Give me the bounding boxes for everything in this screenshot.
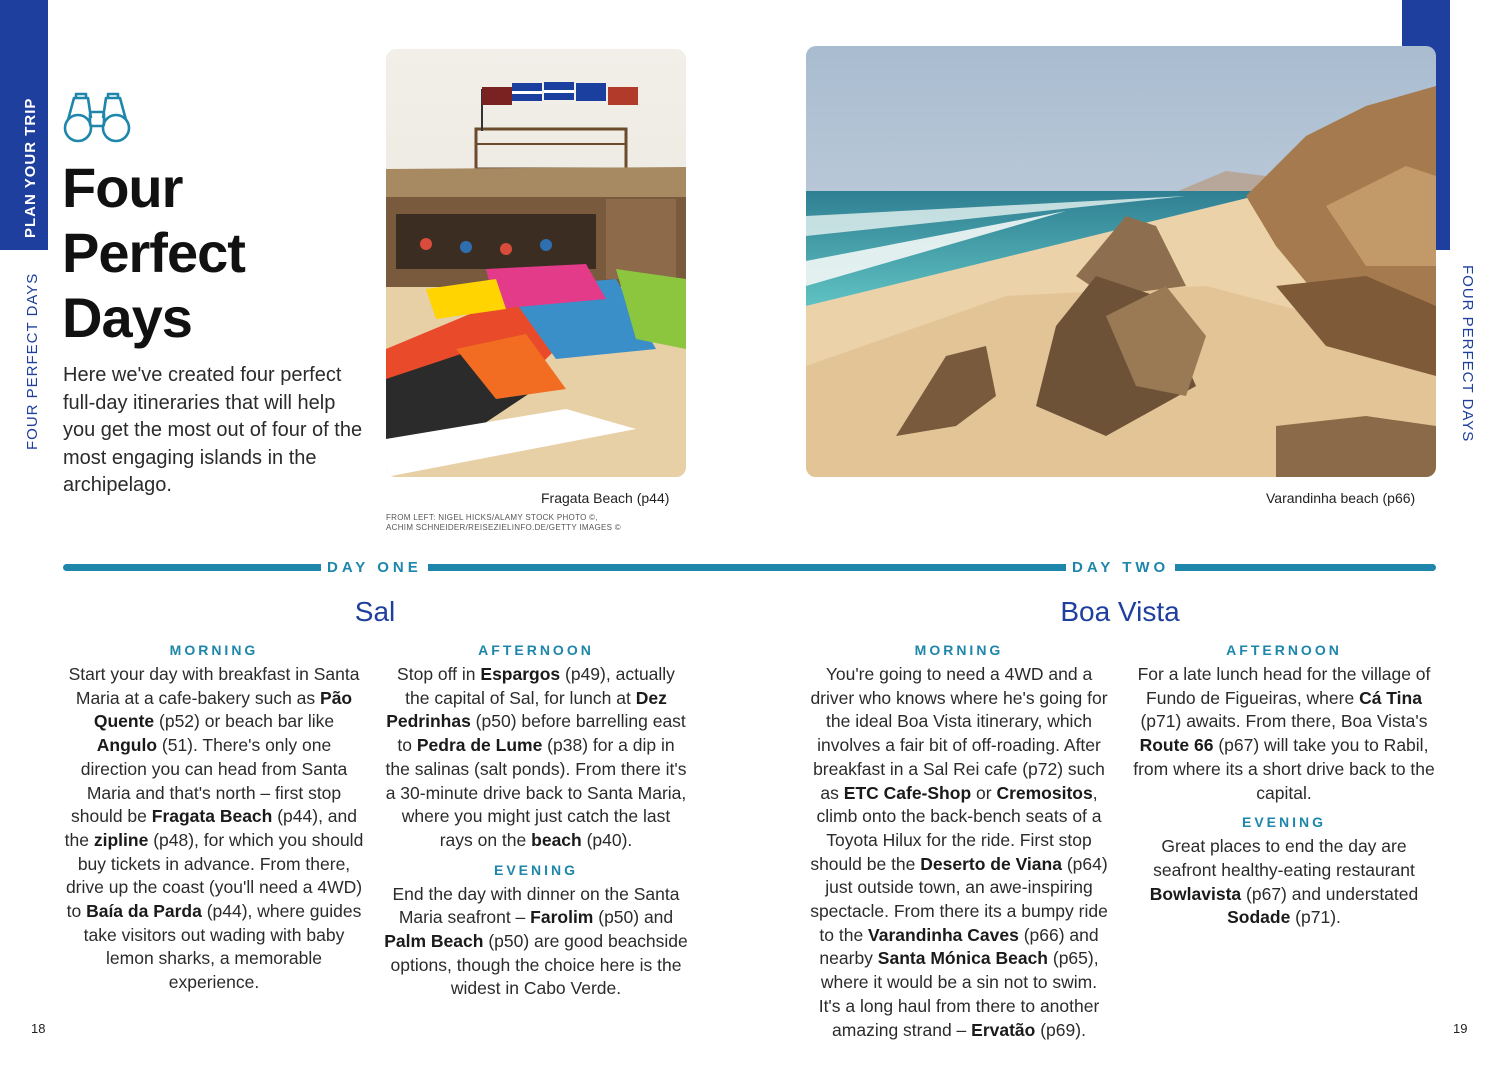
slot-heading: AFTERNOON xyxy=(1226,642,1342,658)
slot-text: Start your day with breakfast in Santa Maria at a cafe-bakery such as Pão Quente (p52) or beach bar like Angulo (51). There's only one direction you can head from Santa Maria and that's north – first stop should be Fragata Beach (p44), and the zipline (p48), for which you should buy tickets in advance. From there, drive up the coast (you'll need a 4WD) to Baía da Parda (p44), where guides take visitors out wading with baby lemon sharks, a memorable experience. xyxy=(64,664,364,993)
fragata-beach-caption: Fragata Beach (p44) xyxy=(541,490,670,506)
varandinha-beach-caption: Varandinha beach (p66) xyxy=(1266,490,1416,506)
slot-heading: MORNING xyxy=(169,642,259,658)
day-two-label: DAY TWO xyxy=(1066,559,1175,576)
slot-text: End the day with dinner on the Santa Maria seafront – Farolim (p50) and Palm Beach (p50) are good beachside options, though the choice here is the widest in Cabo Verde. xyxy=(384,883,688,999)
side-tab-primary-right: PLAN YOUR TRIP xyxy=(1460,84,1477,225)
varandinha-beach-photo xyxy=(806,46,1436,477)
day-divider-bar xyxy=(63,564,1436,571)
slot-heading: EVENING xyxy=(493,861,578,878)
photo-credit-line-2: ACHIM SCHNEIDER/REISEZIELINFO.DE/GETTY IMAGES © xyxy=(386,523,621,532)
slot-text: Great places to end the day are seafront healthy-eating restaurant Bowlavista (p67) and understated Sodade (p71). xyxy=(1149,836,1419,928)
side-tab-secondary-right: FOUR PERFECT DAYS xyxy=(1459,265,1476,443)
fragata-beach-photo xyxy=(386,49,686,477)
slot-heading: AFTERNOON xyxy=(478,642,594,658)
slot-text: You're going to need a 4WD and a driver who knows where he's going for the ideal Boa Vista itinerary, which involves a fair bit of off-roading. After breakfast in a Sal Rei cafe (p72) such as ETC Cafe-Shop or Cremositos, climb onto the back-bench seats of a Toyota Hilux for the ride. First stop should be the Deserto de Viana (p64) just outside town, an awe-inspiring spectacle. From there its a bumpy ride to the Varandinha Caves (p66) and nearby Santa Mónica Beach (p65), where it would be a sin not to swim. It's a long haul from there to another amazing strand – Ervatão (p69). xyxy=(810,664,1108,1040)
title-line-3: Days xyxy=(62,286,192,349)
binoculars-icon xyxy=(62,92,132,144)
photo-credit xyxy=(386,513,621,533)
slot-heading: EVENING xyxy=(1241,814,1326,831)
side-tab-primary-left: PLAN YOUR TRIP xyxy=(22,97,39,238)
island-sal-heading: Sal xyxy=(354,596,396,627)
day-one-afternoon-evening xyxy=(384,641,688,1001)
page-number-left: 18 xyxy=(31,1021,46,1036)
title-line-1: Four xyxy=(62,156,183,219)
day-two-afternoon-evening xyxy=(1131,641,1437,930)
slot-text: Stop off in Espargos (p49), actually the capital of Sal, for lunch at Dez Pedrinhas (p50) before barrelling east to Pedra de Lume (p38) for a dip in the salinas (salt ponds). From there it's a 30-minute drive back to Santa Maria, where you might just catch the last rays on the beach (p40). xyxy=(385,664,687,850)
side-tab-secondary-left: FOUR PERFECT DAYS xyxy=(24,272,41,450)
island-boa-vista-heading: Boa Vista xyxy=(1060,596,1180,627)
day-one-label: DAY ONE xyxy=(321,559,428,576)
day-one-morning xyxy=(63,641,365,995)
photo-credit-line-1: FROM LEFT: NIGEL HICKS/ALAMY STOCK PHOTO ©, xyxy=(386,513,598,522)
slot-text: For a late lunch head for the village of Fundo de Figueiras, where Cá Tina (p71) awaits. From there, Boa Vista's Route 66 (p67) will take you to Rabil, from where its a short drive back to the capital. xyxy=(1133,664,1435,803)
slot-heading: MORNING xyxy=(914,642,1004,658)
title-line-2: Perfect xyxy=(62,221,245,284)
intro-paragraph: Here we've created four perfect full-day itineraries that will help you get the most out of four of the most engaging islands in the archipelago. xyxy=(63,364,363,496)
day-two-morning xyxy=(808,641,1110,1042)
page-title xyxy=(62,155,362,350)
page-number-right: 19 xyxy=(1453,1021,1468,1036)
